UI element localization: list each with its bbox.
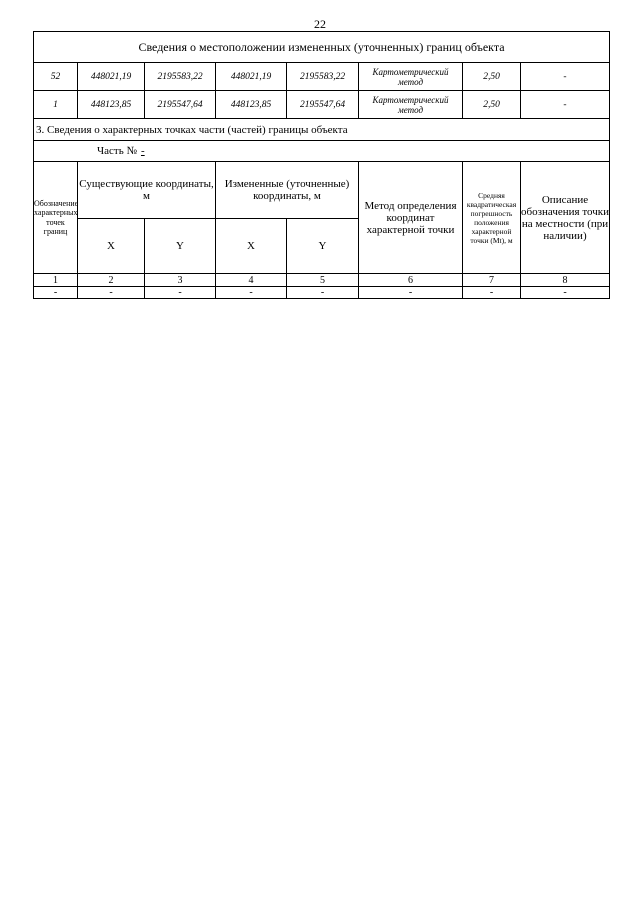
column-number: 6 (359, 274, 463, 287)
empty-cell: - (216, 287, 287, 299)
description-cell: - (521, 91, 610, 119)
empty-cell: - (359, 287, 463, 299)
header-point: Обозначение характерных точек границ (34, 162, 78, 274)
column-number: 5 (287, 274, 359, 287)
header-y-existing: Y (145, 219, 216, 274)
section-title: Сведения о местоположении измененных (уточненных) границ объекта (34, 32, 610, 63)
section3-title-row (34, 119, 610, 141)
y-existing-cell: 2195583,22 (145, 63, 216, 91)
method-cell: Картометрический метод (359, 91, 463, 119)
part-row (34, 141, 610, 162)
y-existing-cell: 2195547,64 (145, 91, 216, 119)
empty-cell: - (145, 287, 216, 299)
column-number: 7 (463, 274, 521, 287)
table-row (34, 63, 610, 91)
x-existing-cell: 448021,19 (78, 63, 145, 91)
x-changed-cell: 448123,85 (216, 91, 287, 119)
part-label: Часть № (97, 145, 137, 157)
method-cell: Картометрический метод (359, 63, 463, 91)
column-number: 3 (145, 274, 216, 287)
header-accuracy: Средняя квадратическая погрешность положения характерной точки (Mt), м (463, 162, 521, 274)
empty-cell: - (34, 287, 78, 299)
header-existing: Существующие координаты, м (78, 162, 216, 219)
part-value: - (140, 145, 145, 157)
empty-cell: - (463, 287, 521, 299)
page-number: 22 (314, 17, 326, 31)
column-number: 4 (216, 274, 287, 287)
header-description: Описание обозначения точки на местности (при наличии) (521, 162, 610, 274)
y-changed-cell: 2195583,22 (287, 63, 359, 91)
column-number: 1 (34, 274, 78, 287)
section3-title: 3. Сведения о характерных точках части (частей) границы объекта (34, 119, 610, 141)
header-changed: Измененные (уточненные) координаты, м (216, 162, 359, 219)
header-method: Метод определения координат характерной точки (359, 162, 463, 274)
header-x-changed: X (216, 219, 287, 274)
header-row-1 (34, 162, 610, 219)
empty-cell: - (78, 287, 145, 299)
header-y-changed: Y (287, 219, 359, 274)
x-changed-cell: 448021,19 (216, 63, 287, 91)
section-title-row (34, 32, 610, 63)
header-x-existing: X (78, 219, 145, 274)
column-number: 8 (521, 274, 610, 287)
point-cell: 52 (34, 63, 78, 91)
point-cell: 1 (34, 91, 78, 119)
accuracy-cell: 2,50 (463, 91, 521, 119)
y-changed-cell: 2195547,64 (287, 91, 359, 119)
part-cell (34, 141, 610, 162)
empty-cell: - (521, 287, 610, 299)
column-number-row (34, 274, 610, 287)
empty-cell: - (287, 287, 359, 299)
boundary-table (33, 31, 610, 299)
description-cell: - (521, 63, 610, 91)
column-number: 2 (78, 274, 145, 287)
table-row (34, 91, 610, 119)
x-existing-cell: 448123,85 (78, 91, 145, 119)
accuracy-cell: 2,50 (463, 63, 521, 91)
table-row (34, 287, 610, 299)
